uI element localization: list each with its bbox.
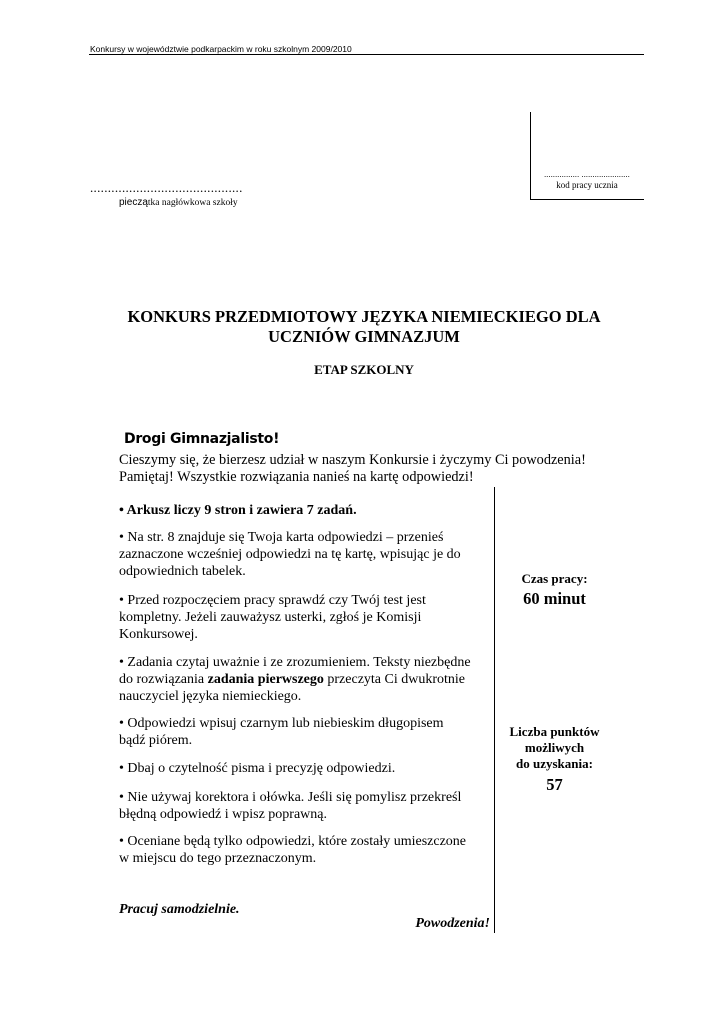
intro-line2: Pamiętaj! Wszystkie rozwiązania nanieś na kartę odpowiedzi! — [119, 469, 474, 485]
instruction-line: błędną odpowiedź i wpisz poprawną. — [119, 807, 327, 823]
instruction-line: • Na str. 8 znajduje się Twoja karta odpowiedzi – przenieś — [119, 530, 444, 545]
page-header: Konkursy w województwie podkarpackim w roku szkolnym 2009/2010 — [90, 44, 352, 54]
work-alone-note: Pracuj samodzielnie. — [119, 902, 240, 917]
greeting: Drogi Gimnazjalisto! — [124, 431, 280, 447]
instruction-line — [119, 671, 489, 688]
contest-title-line1: KONKURS PRZEDMIOTOWY JĘZYKA NIEMIECKIEGO DLA — [127, 307, 601, 326]
instruction-item — [119, 789, 489, 823]
student-code-field[interactable]: ................ ...................... — [544, 170, 630, 179]
contest-title-line2: UCZNIÓW GIMNAZJUM — [268, 327, 460, 346]
points-value: 57 — [546, 775, 563, 794]
instruction-line: odpowiednich tabelek. — [119, 564, 246, 580]
header-rule — [89, 54, 644, 55]
code-box-left-border — [530, 112, 531, 200]
student-code-label: kod pracy ucznia — [556, 180, 618, 190]
instruction-line: • Zadania czytaj uważnie i ze zrozumieniem. Teksty niezbędne — [119, 655, 471, 670]
instruction-line: kompletny. Jeżeli zauważysz usterki, zgłoś je Komisji — [119, 610, 422, 626]
column-divider — [494, 487, 495, 933]
instruction-line: zaznaczone wcześniej odpowiedzi na tę kartę, wpisując je do — [119, 547, 461, 563]
contest-stage: ETAP SZKOLNY — [314, 362, 414, 377]
instruction-line: • Oceniane będą tylko odpowiedzi, które zostały umieszczone — [119, 834, 466, 849]
instruction-item — [119, 529, 489, 581]
good-luck-note: Powodzenia! — [415, 916, 490, 931]
instruction-line: nauczyciel języka niemieckiego. — [119, 689, 302, 705]
school-stamp-label — [119, 197, 238, 208]
code-box-bottom-border — [530, 199, 644, 200]
school-stamp-label-prefix: pieczą — [119, 197, 148, 208]
time-label: Czas pracy: — [521, 571, 588, 586]
instruction-text: przeczyta Ci dwukrotnie — [323, 672, 466, 688]
instruction-item — [119, 654, 489, 706]
instruction-line: Konkursowej. — [119, 627, 198, 643]
instruction-item — [119, 715, 489, 749]
instruction-text: do rozwiązania — [119, 672, 208, 688]
instruction-line: • Dbaj o czytelność pisma i precyzję odpowiedzi. — [119, 761, 396, 776]
time-value: 60 minut — [523, 589, 586, 608]
instruction-line: bądź piórem. — [119, 733, 193, 749]
points-label-line1: Liczba punktów — [509, 724, 600, 739]
instruction-item — [119, 502, 489, 519]
instruction-line: • Arkusz liczy 9 stron i zawiera 7 zadań. — [119, 503, 357, 518]
instruction-item — [119, 833, 489, 867]
school-stamp-field: ........................................... — [90, 180, 243, 195]
contest-title — [100, 307, 628, 347]
points-label-line3: do uzyskania: — [516, 756, 593, 771]
intro-text — [119, 452, 619, 486]
points-label-line2: możliwych — [524, 740, 585, 755]
instruction-line: • Odpowiedzi wpisuj czarnym lub niebieskim długopisem — [119, 716, 444, 731]
instruction-line: • Przed rozpoczęciem pracy sprawdź czy Twój test jest — [119, 593, 426, 608]
instruction-emphasis: zadania pierwszego — [207, 672, 324, 688]
instruction-item — [119, 760, 489, 777]
intro-line1: Cieszymy się, że bierzesz udział w naszym Konkursie i życzymy Ci powodzenia! — [119, 452, 586, 468]
instruction-line: • Nie używaj korektora i ołówka. Jeśli się pomylisz przekreśl — [119, 790, 462, 805]
school-stamp-label-rest: tka nagłówkowa szkoły — [147, 198, 238, 208]
instruction-item — [119, 592, 489, 644]
points-label — [497, 724, 612, 772]
instruction-line: w miejscu do tego przeznaczonym. — [119, 851, 317, 867]
